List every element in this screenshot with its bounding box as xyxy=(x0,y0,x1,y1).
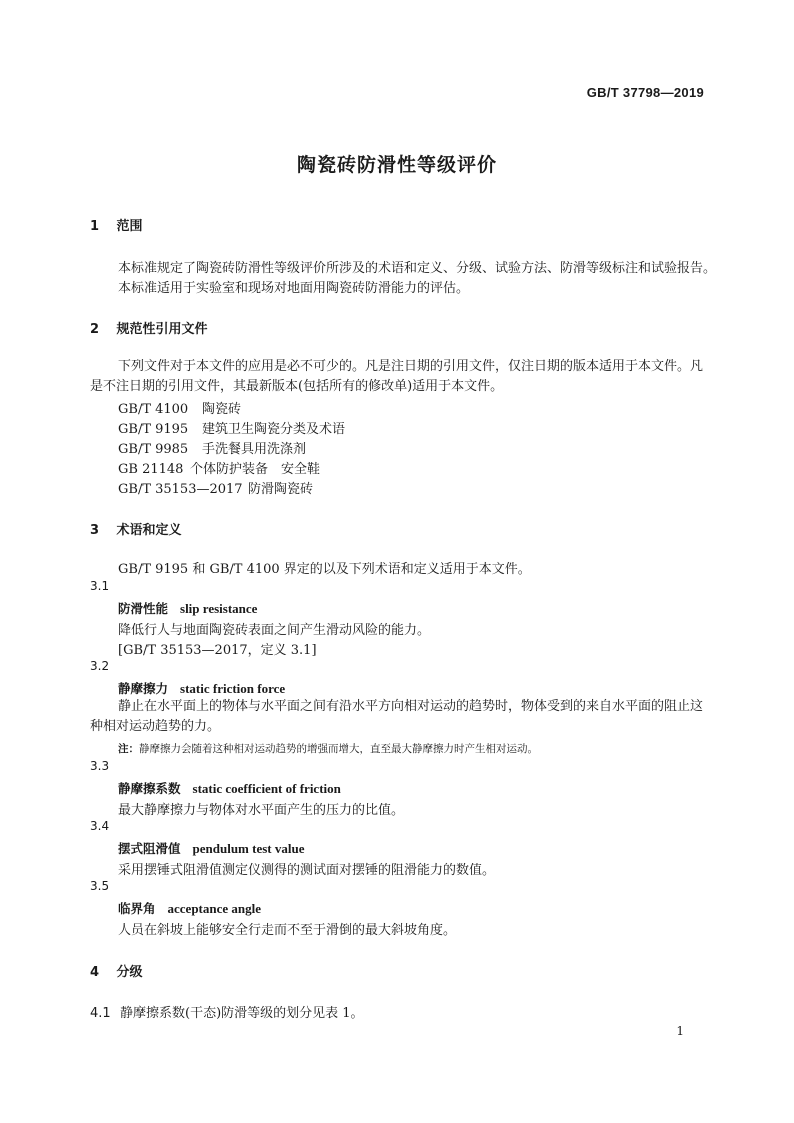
term-number: 3.1 xyxy=(90,579,110,593)
term-number: 3.5 xyxy=(90,879,110,893)
term-number: 3.4 xyxy=(90,819,110,833)
page-number: 1 xyxy=(676,1024,684,1038)
term-note xyxy=(118,741,538,756)
section-3-heading xyxy=(90,519,182,538)
reference-item xyxy=(118,418,345,437)
scope-paragraph-1: 本标准规定了陶瓷砖防滑性等级评价所涉及的术语和定义、分级、试验方法、防滑等级标注和试验报告。 xyxy=(118,261,717,276)
term-en: slip resistance xyxy=(180,601,258,616)
reference-code: GB/T 9195 xyxy=(118,422,189,437)
reference-code: GB/T 35153—2017 xyxy=(118,482,243,497)
subclause-number: 4.1 xyxy=(90,1006,111,1021)
reference-code: GB/T 4100 xyxy=(118,402,189,417)
section-number: 3 xyxy=(90,523,100,538)
term-entry xyxy=(118,839,304,857)
note-label: 注： xyxy=(118,743,139,755)
term-en: static friction force xyxy=(180,681,286,696)
reference-name: 个体防护装备 安全鞋 xyxy=(190,462,321,477)
section-2-heading xyxy=(90,318,208,337)
section-title: 术语和定义 xyxy=(116,523,182,538)
term-zh: 防滑性能 xyxy=(118,601,169,616)
subclause-4-1 xyxy=(90,1002,364,1021)
term-source: [GB/T 35153—2017，定义 3.1] xyxy=(118,643,317,658)
term-definition: 降低行人与地面陶瓷砖表面之间产生滑动风险的能力。 xyxy=(118,623,431,638)
term-en: static coefficient of friction xyxy=(192,781,341,796)
term-definition: 采用摆锤式阻滑值测定仪测得的测试面对摆锤的阻滑能力的数值。 xyxy=(118,863,496,878)
term-definition: 静止在水平面上的物体与水平面之间有沿水平方向相对运动的趋势时，物体受到的来自水平面的阻止这种相对运动趋势的力。 xyxy=(90,699,704,734)
scope-paragraph-2: 本标准适用于实验室和现场对地面用陶瓷砖防滑能力的评估。 xyxy=(118,281,470,296)
section-1-heading xyxy=(90,215,143,234)
section-title: 范围 xyxy=(116,219,143,234)
reference-item xyxy=(118,438,306,457)
note-text: 静摩擦力会随着这种相对运动趋势的增强而增大，直至最大静摩擦力时产生相对运动。 xyxy=(139,743,538,755)
term-en: acceptance angle xyxy=(167,901,262,916)
reference-item xyxy=(118,478,313,497)
term-number: 3.3 xyxy=(90,759,110,773)
section-number: 1 xyxy=(90,219,100,234)
term-entry xyxy=(118,899,261,917)
reference-item xyxy=(118,458,320,477)
term-entry xyxy=(118,679,285,697)
term-definition: 最大静摩擦力与物体对水平面产生的压力的比值。 xyxy=(118,803,405,818)
reference-code: GB/T 9985 xyxy=(118,442,189,457)
section-number: 2 xyxy=(90,322,100,337)
terms-intro: GB/T 9195 和 GB/T 4100 界定的以及下列术语和定义适用于本文件。 xyxy=(118,562,531,577)
standard-code: GB/T 37798—2019 xyxy=(586,85,704,100)
term-number: 3.2 xyxy=(90,659,110,673)
term-en: pendulum test value xyxy=(192,841,305,856)
term-zh: 静摩擦系数 xyxy=(118,781,181,796)
term-zh: 静摩擦力 xyxy=(118,681,169,696)
reference-code: GB 21148 xyxy=(118,462,184,477)
section-title: 分级 xyxy=(116,965,143,980)
term-entry xyxy=(118,779,341,797)
reference-item xyxy=(118,398,241,417)
reference-name: 防滑陶瓷砖 xyxy=(248,482,314,497)
term-zh: 临界角 xyxy=(118,901,156,916)
reference-name: 建筑卫生陶瓷分类及术语 xyxy=(202,422,346,437)
reference-name: 陶瓷砖 xyxy=(202,402,242,417)
section-number: 4 xyxy=(90,965,100,980)
section-4-heading xyxy=(90,961,143,980)
normative-references-intro: 下列文件对于本文件的应用是必不可少的。凡是注日期的引用文件，仅注日期的版本适用于本文件。凡是不注日期的引用文件，其最新版本(包括所有的修改单)适用于本文件。 xyxy=(90,359,704,394)
section-title: 规范性引用文件 xyxy=(116,322,208,337)
reference-name: 手洗餐具用洗涤剂 xyxy=(202,442,307,457)
term-entry xyxy=(118,599,257,617)
term-definition: 人员在斜坡上能够安全行走而不至于滑倒的最大斜坡角度。 xyxy=(118,923,457,938)
subclause-text: 静摩擦系数(干态)防滑等级的划分见表 1。 xyxy=(120,1006,364,1021)
document-title: 陶瓷砖防滑性等级评价 xyxy=(296,154,497,176)
term-zh: 摆式阻滑值 xyxy=(118,841,181,856)
